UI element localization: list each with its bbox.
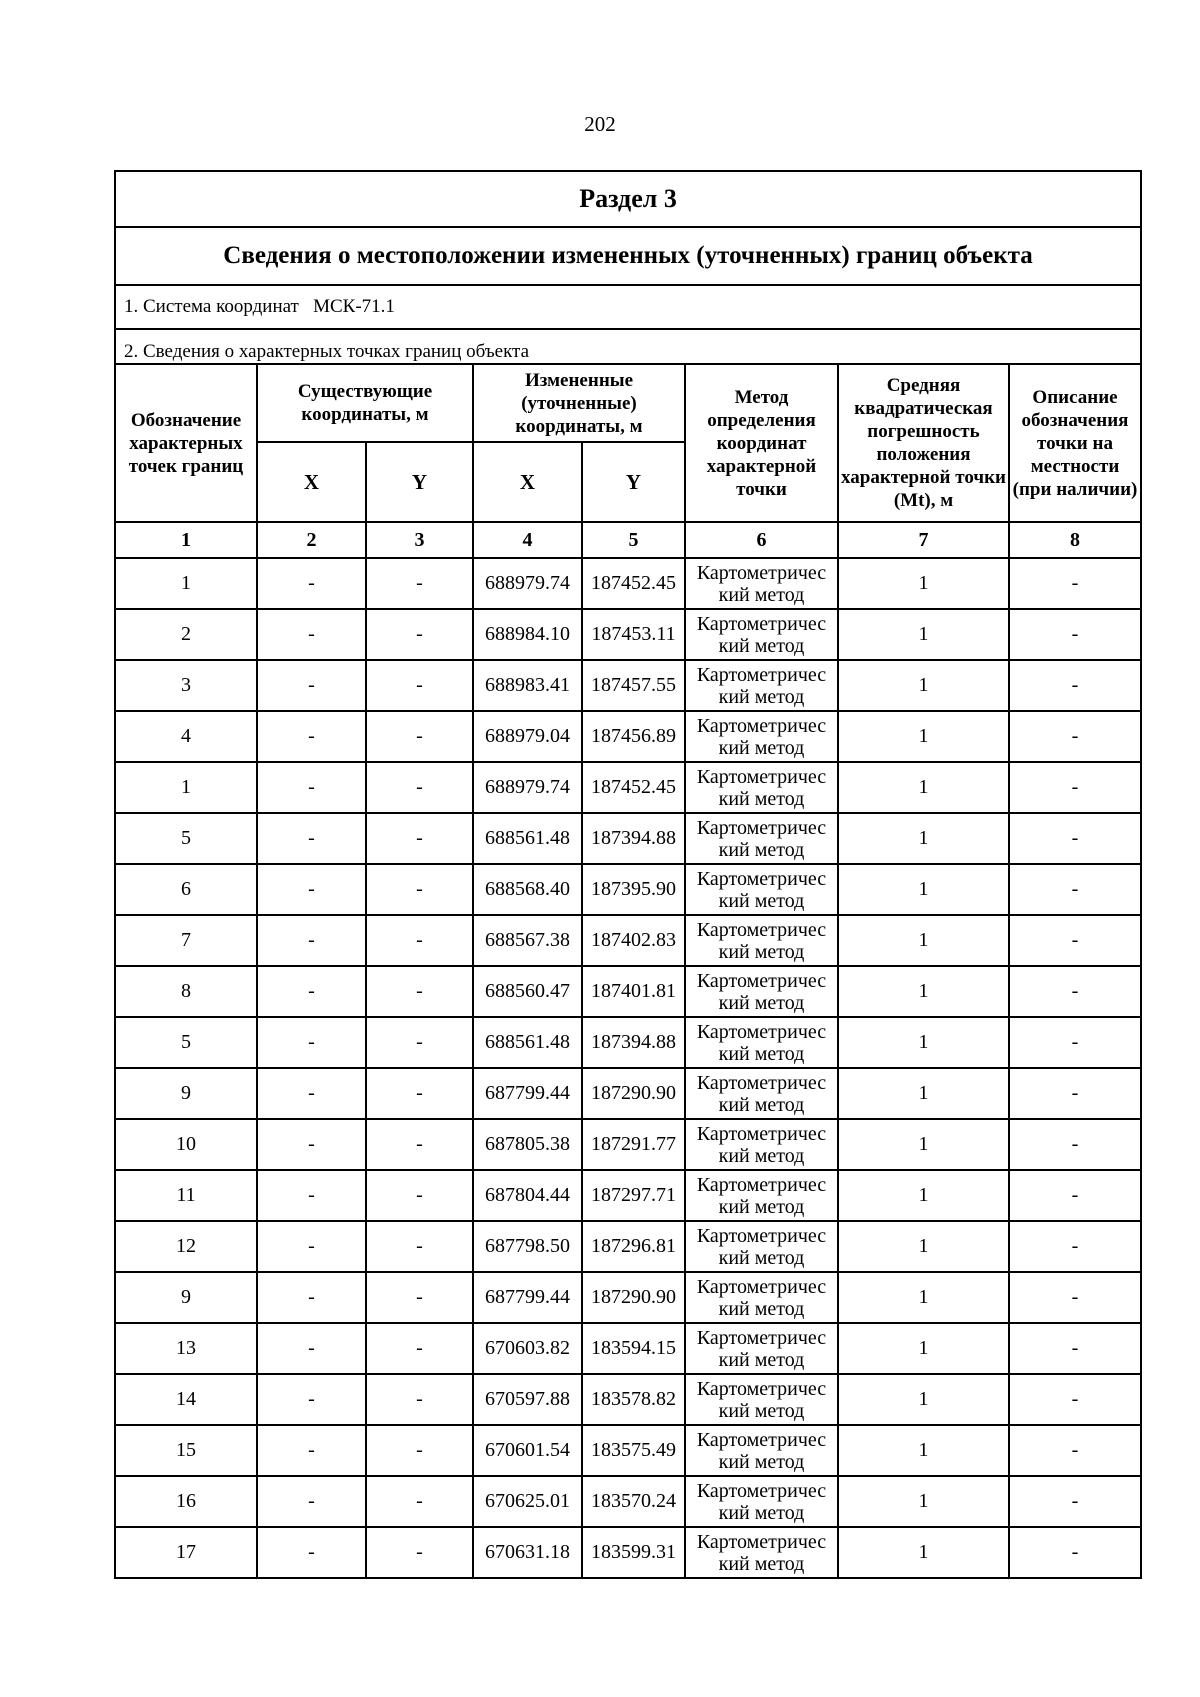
error-cell: 1 xyxy=(838,813,1009,864)
method-cell xyxy=(685,609,838,660)
point-designation-cell: 8 xyxy=(115,966,257,1017)
method-text-line2: кий метод xyxy=(718,889,805,912)
changed-y-cell: 183599.31 xyxy=(582,1527,685,1578)
changed-y-cell: 187456.89 xyxy=(582,711,685,762)
table-row xyxy=(115,1017,1141,1068)
table-row xyxy=(115,966,1141,1017)
error-cell: 1 xyxy=(838,1374,1009,1425)
method-cell xyxy=(685,1425,838,1476)
changed-x-cell: 687804.44 xyxy=(473,1170,582,1221)
table-row xyxy=(115,1527,1141,1578)
changed-x-cell: 688979.04 xyxy=(473,711,582,762)
point-designation-cell: 10 xyxy=(115,1119,257,1170)
point-designation-cell: 2 xyxy=(115,609,257,660)
column-number: 4 xyxy=(473,522,582,558)
point-designation-cell: 17 xyxy=(115,1527,257,1578)
table-row xyxy=(115,1323,1141,1374)
method-cell xyxy=(685,1272,838,1323)
method-text-line2: кий метод xyxy=(718,787,805,810)
table-row xyxy=(115,1425,1141,1476)
existing-x-cell: - xyxy=(257,1527,366,1578)
changed-x-cell: 687798.50 xyxy=(473,1221,582,1272)
changed-x-cell: 670603.82 xyxy=(473,1323,582,1374)
header-description: Описание обозначения точки на местности (при наличии) xyxy=(1009,364,1141,522)
existing-y-cell: - xyxy=(366,558,473,609)
method-text-line1: Картометричес xyxy=(696,867,827,890)
method-text-line2: кий метод xyxy=(718,583,805,606)
existing-y-cell: - xyxy=(366,1527,473,1578)
changed-x-cell: 687805.38 xyxy=(473,1119,582,1170)
existing-y-cell: - xyxy=(366,1068,473,1119)
error-cell: 1 xyxy=(838,660,1009,711)
method-text-line2: кий метод xyxy=(718,1297,805,1320)
error-cell: 1 xyxy=(838,762,1009,813)
error-cell: 1 xyxy=(838,1119,1009,1170)
method-text-line1: Картометричес xyxy=(696,663,827,686)
method-text-line2: кий метод xyxy=(718,1348,805,1371)
changed-x-cell: 688979.74 xyxy=(473,558,582,609)
column-number: 5 xyxy=(582,522,685,558)
description-cell: - xyxy=(1009,1068,1141,1119)
description-cell: - xyxy=(1009,1170,1141,1221)
coordinate-system-value: МСК-71.1 xyxy=(313,296,395,317)
method-cell xyxy=(685,1119,838,1170)
method-text-line1: Картометричес xyxy=(696,612,827,635)
method-text-line2: кий метод xyxy=(718,685,805,708)
error-cell: 1 xyxy=(838,1170,1009,1221)
method-text-line1: Картометричес xyxy=(696,969,827,992)
existing-x-cell: - xyxy=(257,1323,366,1374)
description-cell: - xyxy=(1009,1476,1141,1527)
header-changed-coordinates: Измененные (уточненные) координаты, м xyxy=(473,364,685,442)
method-cell xyxy=(685,1476,838,1527)
method-cell xyxy=(685,813,838,864)
header-method: Метод определения координат характерной точки xyxy=(685,364,838,522)
method-cell xyxy=(685,1170,838,1221)
changed-x-cell: 688567.38 xyxy=(473,915,582,966)
table-row xyxy=(115,1476,1141,1527)
description-cell: - xyxy=(1009,1527,1141,1578)
existing-x-cell: - xyxy=(257,609,366,660)
method-text-line1: Картометричес xyxy=(696,1275,827,1298)
changed-x-cell: 687799.44 xyxy=(473,1272,582,1323)
table-row xyxy=(115,660,1141,711)
table-row xyxy=(115,1170,1141,1221)
description-cell: - xyxy=(1009,711,1141,762)
description-cell: - xyxy=(1009,1374,1141,1425)
error-cell: 1 xyxy=(838,1017,1009,1068)
point-designation-cell: 11 xyxy=(115,1170,257,1221)
changed-y-cell: 183578.82 xyxy=(582,1374,685,1425)
point-designation-cell: 9 xyxy=(115,1272,257,1323)
method-text-line1: Картометричес xyxy=(696,1479,827,1502)
changed-y-cell: 187394.88 xyxy=(582,1017,685,1068)
changed-y-cell: 187452.45 xyxy=(582,558,685,609)
changed-x-cell: 670601.54 xyxy=(473,1425,582,1476)
existing-x-cell: - xyxy=(257,558,366,609)
method-text-line2: кий метод xyxy=(718,736,805,759)
column-number: 6 xyxy=(685,522,838,558)
method-cell xyxy=(685,915,838,966)
method-text-line2: кий метод xyxy=(718,1552,805,1575)
point-designation-cell: 3 xyxy=(115,660,257,711)
error-cell: 1 xyxy=(838,864,1009,915)
method-text-line1: Картометричес xyxy=(696,1224,827,1247)
column-number: 7 xyxy=(838,522,1009,558)
method-cell xyxy=(685,711,838,762)
method-cell xyxy=(685,1374,838,1425)
existing-y-cell: - xyxy=(366,711,473,762)
method-text-line2: кий метод xyxy=(718,1501,805,1524)
existing-x-cell: - xyxy=(257,762,366,813)
error-cell: 1 xyxy=(838,1272,1009,1323)
coordinate-system-row xyxy=(115,285,1141,329)
description-cell: - xyxy=(1009,915,1141,966)
method-text-line2: кий метод xyxy=(718,1450,805,1473)
point-designation-cell: 5 xyxy=(115,1017,257,1068)
table-row xyxy=(115,762,1141,813)
existing-x-cell: - xyxy=(257,660,366,711)
existing-y-cell: - xyxy=(366,1272,473,1323)
column-number: 8 xyxy=(1009,522,1141,558)
existing-x-cell: - xyxy=(257,1170,366,1221)
error-cell: 1 xyxy=(838,711,1009,762)
changed-x-cell: 687799.44 xyxy=(473,1068,582,1119)
point-designation-cell: 14 xyxy=(115,1374,257,1425)
description-cell: - xyxy=(1009,1119,1141,1170)
column-number: 1 xyxy=(115,522,257,558)
existing-y-cell: - xyxy=(366,1476,473,1527)
changed-x-cell: 688983.41 xyxy=(473,660,582,711)
point-designation-cell: 7 xyxy=(115,915,257,966)
method-cell xyxy=(685,1221,838,1272)
description-cell: - xyxy=(1009,1272,1141,1323)
description-cell: - xyxy=(1009,813,1141,864)
existing-y-cell: - xyxy=(366,813,473,864)
description-cell: - xyxy=(1009,1221,1141,1272)
changed-y-cell: 187402.83 xyxy=(582,915,685,966)
error-cell: 1 xyxy=(838,1323,1009,1374)
changed-x-cell: 670631.18 xyxy=(473,1527,582,1578)
page-number: 202 xyxy=(584,112,616,136)
existing-x-cell: - xyxy=(257,864,366,915)
description-cell: - xyxy=(1009,609,1141,660)
description-cell: - xyxy=(1009,1425,1141,1476)
changed-y-cell: 187291.77 xyxy=(582,1119,685,1170)
existing-y-cell: - xyxy=(366,1374,473,1425)
header-existing-y: Y xyxy=(366,442,473,522)
method-cell xyxy=(685,762,838,813)
existing-x-cell: - xyxy=(257,966,366,1017)
column-number-row xyxy=(115,522,1141,558)
point-designation-cell: 6 xyxy=(115,864,257,915)
method-text-line1: Картометричес xyxy=(696,1071,827,1094)
point-designation-cell: 1 xyxy=(115,762,257,813)
table-row xyxy=(115,1374,1141,1425)
header-existing-x: X xyxy=(257,442,366,522)
existing-y-cell: - xyxy=(366,1170,473,1221)
existing-x-cell: - xyxy=(257,1119,366,1170)
method-text-line2: кий метод xyxy=(718,1144,805,1167)
method-text-line2: кий метод xyxy=(718,1093,805,1116)
existing-y-cell: - xyxy=(366,915,473,966)
method-text-line2: кий метод xyxy=(718,940,805,963)
existing-x-cell: - xyxy=(257,1374,366,1425)
method-cell xyxy=(685,966,838,1017)
table-row xyxy=(115,711,1141,762)
description-cell: - xyxy=(1009,1017,1141,1068)
changed-y-cell: 183570.24 xyxy=(582,1476,685,1527)
method-text-line1: Картометричес xyxy=(696,1122,827,1145)
point-designation-cell: 12 xyxy=(115,1221,257,1272)
point-designation-cell: 9 xyxy=(115,1068,257,1119)
method-text-line2: кий метод xyxy=(718,1246,805,1269)
error-cell: 1 xyxy=(838,1221,1009,1272)
description-cell: - xyxy=(1009,660,1141,711)
point-designation-cell: 16 xyxy=(115,1476,257,1527)
method-cell xyxy=(685,1017,838,1068)
changed-x-cell: 688561.48 xyxy=(473,813,582,864)
method-cell xyxy=(685,1527,838,1578)
description-cell: - xyxy=(1009,762,1141,813)
table-row xyxy=(115,915,1141,966)
method-cell xyxy=(685,660,838,711)
method-text-line2: кий метод xyxy=(718,838,805,861)
method-text-line2: кий метод xyxy=(718,991,805,1014)
table-row xyxy=(115,813,1141,864)
section-subtitle: Сведения о местоположении измененных (уточненных) границ объекта xyxy=(115,227,1141,285)
existing-y-cell: - xyxy=(366,609,473,660)
method-text-line2: кий метод xyxy=(718,1195,805,1218)
method-text-line1: Картометричес xyxy=(696,765,827,788)
method-text-line1: Картометричес xyxy=(696,918,827,941)
changed-x-cell: 688560.47 xyxy=(473,966,582,1017)
existing-x-cell: - xyxy=(257,813,366,864)
changed-y-cell: 187394.88 xyxy=(582,813,685,864)
changed-y-cell: 187457.55 xyxy=(582,660,685,711)
error-cell: 1 xyxy=(838,1068,1009,1119)
changed-x-cell: 670597.88 xyxy=(473,1374,582,1425)
existing-y-cell: - xyxy=(366,1425,473,1476)
method-text-line2: кий метод xyxy=(718,1399,805,1422)
method-text-line1: Картометричес xyxy=(696,1326,827,1349)
method-text-line1: Картометричес xyxy=(696,1173,827,1196)
existing-x-cell: - xyxy=(257,1272,366,1323)
point-designation-cell: 13 xyxy=(115,1323,257,1374)
existing-x-cell: - xyxy=(257,1017,366,1068)
method-text-line1: Картометричес xyxy=(696,1530,827,1553)
existing-y-cell: - xyxy=(366,660,473,711)
method-text-line1: Картометричес xyxy=(696,561,827,584)
existing-y-cell: - xyxy=(366,1323,473,1374)
existing-y-cell: - xyxy=(366,1221,473,1272)
header-error: Средняя квадратическая погрешность положения характерной точки (Mt), м xyxy=(838,364,1009,522)
error-cell: 1 xyxy=(838,1527,1009,1578)
existing-y-cell: - xyxy=(366,762,473,813)
error-cell: 1 xyxy=(838,966,1009,1017)
method-text-line1: Картометричес xyxy=(696,714,827,737)
error-cell: 1 xyxy=(838,1425,1009,1476)
existing-y-cell: - xyxy=(366,864,473,915)
changed-y-cell: 187290.90 xyxy=(582,1068,685,1119)
changed-y-cell: 187401.81 xyxy=(582,966,685,1017)
changed-y-cell: 183575.49 xyxy=(582,1425,685,1476)
coordinate-system-label: 1. Система координат xyxy=(124,296,299,317)
existing-x-cell: - xyxy=(257,1425,366,1476)
changed-x-cell: 688568.40 xyxy=(473,864,582,915)
method-text-line1: Картометричес xyxy=(696,816,827,839)
changed-y-cell: 187296.81 xyxy=(582,1221,685,1272)
existing-y-cell: - xyxy=(366,966,473,1017)
existing-x-cell: - xyxy=(257,1068,366,1119)
point-designation-cell: 1 xyxy=(115,558,257,609)
point-designation-cell: 15 xyxy=(115,1425,257,1476)
table-row xyxy=(115,609,1141,660)
existing-y-cell: - xyxy=(366,1017,473,1068)
method-text-line1: Картометричес xyxy=(696,1377,827,1400)
header-existing-coordinates: Существующие координаты, м xyxy=(257,364,473,442)
method-cell xyxy=(685,1323,838,1374)
section-title: Раздел 3 xyxy=(115,171,1141,227)
table-row xyxy=(115,864,1141,915)
existing-x-cell: - xyxy=(257,1476,366,1527)
point-designation-cell: 4 xyxy=(115,711,257,762)
description-cell: - xyxy=(1009,1323,1141,1374)
description-cell: - xyxy=(1009,966,1141,1017)
changed-x-cell: 688984.10 xyxy=(473,609,582,660)
header-changed-y: Y xyxy=(582,442,685,522)
description-cell: - xyxy=(1009,864,1141,915)
points-heading: 2. Сведения о характерных точках границ объекта xyxy=(115,329,1141,364)
error-cell: 1 xyxy=(838,558,1009,609)
point-designation-cell: 5 xyxy=(115,813,257,864)
changed-y-cell: 187395.90 xyxy=(582,864,685,915)
changed-y-cell: 187290.90 xyxy=(582,1272,685,1323)
method-text-line2: кий метод xyxy=(718,1042,805,1065)
changed-y-cell: 183594.15 xyxy=(582,1323,685,1374)
changed-x-cell: 688561.48 xyxy=(473,1017,582,1068)
method-cell xyxy=(685,1068,838,1119)
method-cell xyxy=(685,558,838,609)
changed-x-cell: 670625.01 xyxy=(473,1476,582,1527)
existing-x-cell: - xyxy=(257,711,366,762)
existing-y-cell: - xyxy=(366,1119,473,1170)
table-row xyxy=(115,1272,1141,1323)
method-text-line2: кий метод xyxy=(718,634,805,657)
method-text-line1: Картометричес xyxy=(696,1020,827,1043)
existing-x-cell: - xyxy=(257,915,366,966)
error-cell: 1 xyxy=(838,915,1009,966)
method-text-line1: Картометричес xyxy=(696,1428,827,1451)
header-designation: Обозначение характерных точек границ xyxy=(115,364,257,522)
error-cell: 1 xyxy=(838,1476,1009,1527)
changed-x-cell: 688979.74 xyxy=(473,762,582,813)
table-row xyxy=(115,1068,1141,1119)
column-number: 3 xyxy=(366,522,473,558)
existing-x-cell: - xyxy=(257,1221,366,1272)
description-cell: - xyxy=(1009,558,1141,609)
boundary-points-table xyxy=(114,170,1142,1579)
error-cell: 1 xyxy=(838,609,1009,660)
method-cell xyxy=(685,864,838,915)
changed-y-cell: 187452.45 xyxy=(582,762,685,813)
table-row xyxy=(115,1119,1141,1170)
table-row xyxy=(115,1221,1141,1272)
column-number: 2 xyxy=(257,522,366,558)
header-changed-x: X xyxy=(473,442,582,522)
changed-y-cell: 187297.71 xyxy=(582,1170,685,1221)
table-row xyxy=(115,558,1141,609)
changed-y-cell: 187453.11 xyxy=(582,609,685,660)
